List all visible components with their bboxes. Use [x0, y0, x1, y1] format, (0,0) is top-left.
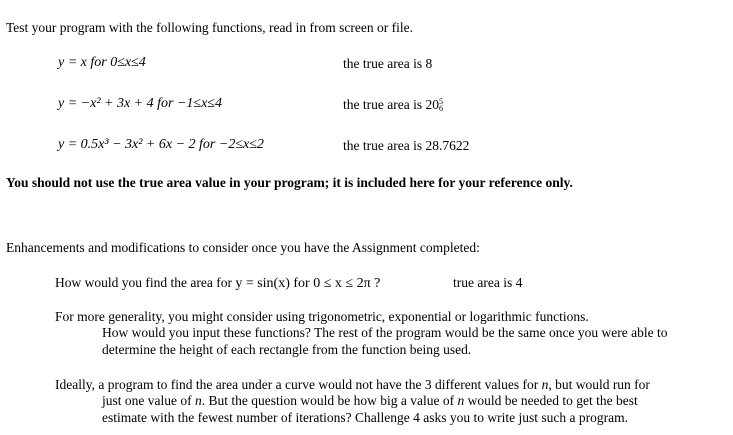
fraction-numerator: 5: [438, 97, 443, 106]
variable-n: n: [541, 377, 549, 392]
paragraph-generality-line-3: determine the height of each rectangle from the function being used.: [102, 342, 472, 357]
ideally-line-2-mid: . But the question would be how big a value of: [201, 393, 458, 408]
fraction-denominator: 6: [438, 104, 443, 113]
ideally-line-1-prefix: Ideally, a program to find the area under a curve would not have the 3 different values for: [55, 377, 542, 392]
function-3-true-area: the true area is 28.7622: [343, 138, 470, 153]
question-1: [55, 275, 380, 292]
function-3-formula: [58, 137, 264, 153]
question-1-math: y = sin(x) for 0 ≤ x ≤ 2π ?: [235, 276, 381, 291]
ideally-line-1-suffix: , but would run for: [548, 377, 650, 392]
paragraph-ideally-line-2: [102, 393, 638, 409]
enhancements-heading: Enhancements and modifications to consider once you have the Assignment completed:: [6, 240, 480, 255]
function-2-fraction: [439, 98, 443, 112]
function-1-formula-text: y = x for 0≤x≤4: [58, 55, 146, 70]
function-2-formula: [58, 96, 222, 112]
paragraph-ideally-line-1: [55, 377, 650, 393]
variable-n: n: [457, 393, 465, 408]
question-1-true-area: true area is 4: [453, 275, 523, 290]
variable-n: n: [194, 393, 202, 408]
paragraph-ideally-line-3: estimate with the fewest number of iterations? Challenge 4 asks you to write just such a program.: [102, 410, 628, 425]
warning-text: You should not use the true area value in your program; it is included here for your reference only.: [6, 175, 573, 190]
function-1-formula: [58, 55, 146, 71]
paragraph-generality-line-2: How would you input these functions? The rest of the program would be the same once you were able to: [102, 325, 668, 340]
function-3-formula-text: y = 0.5x³ − 3x² + 6x − 2 for −2≤x≤2: [58, 137, 264, 152]
question-1-text: How would you find the area for: [55, 275, 236, 290]
function-2-formula-text: y = −x² + 3x + 4 for −1≤x≤4: [58, 96, 222, 111]
ideally-line-2-prefix: just one value of: [102, 393, 195, 408]
intro-text: Test your program with the following functions, read in from screen or file.: [6, 20, 413, 35]
function-2-true-area: [343, 97, 443, 113]
function-2-true-area-text: the true area is 20: [343, 97, 439, 112]
paragraph-generality-line-1: For more generality, you might consider using trigonometric, exponential or logarithmic functions.: [55, 309, 589, 324]
ideally-line-2-suffix: would be needed to get the best: [464, 393, 638, 408]
function-1-true-area: the true area is 8: [343, 56, 433, 71]
